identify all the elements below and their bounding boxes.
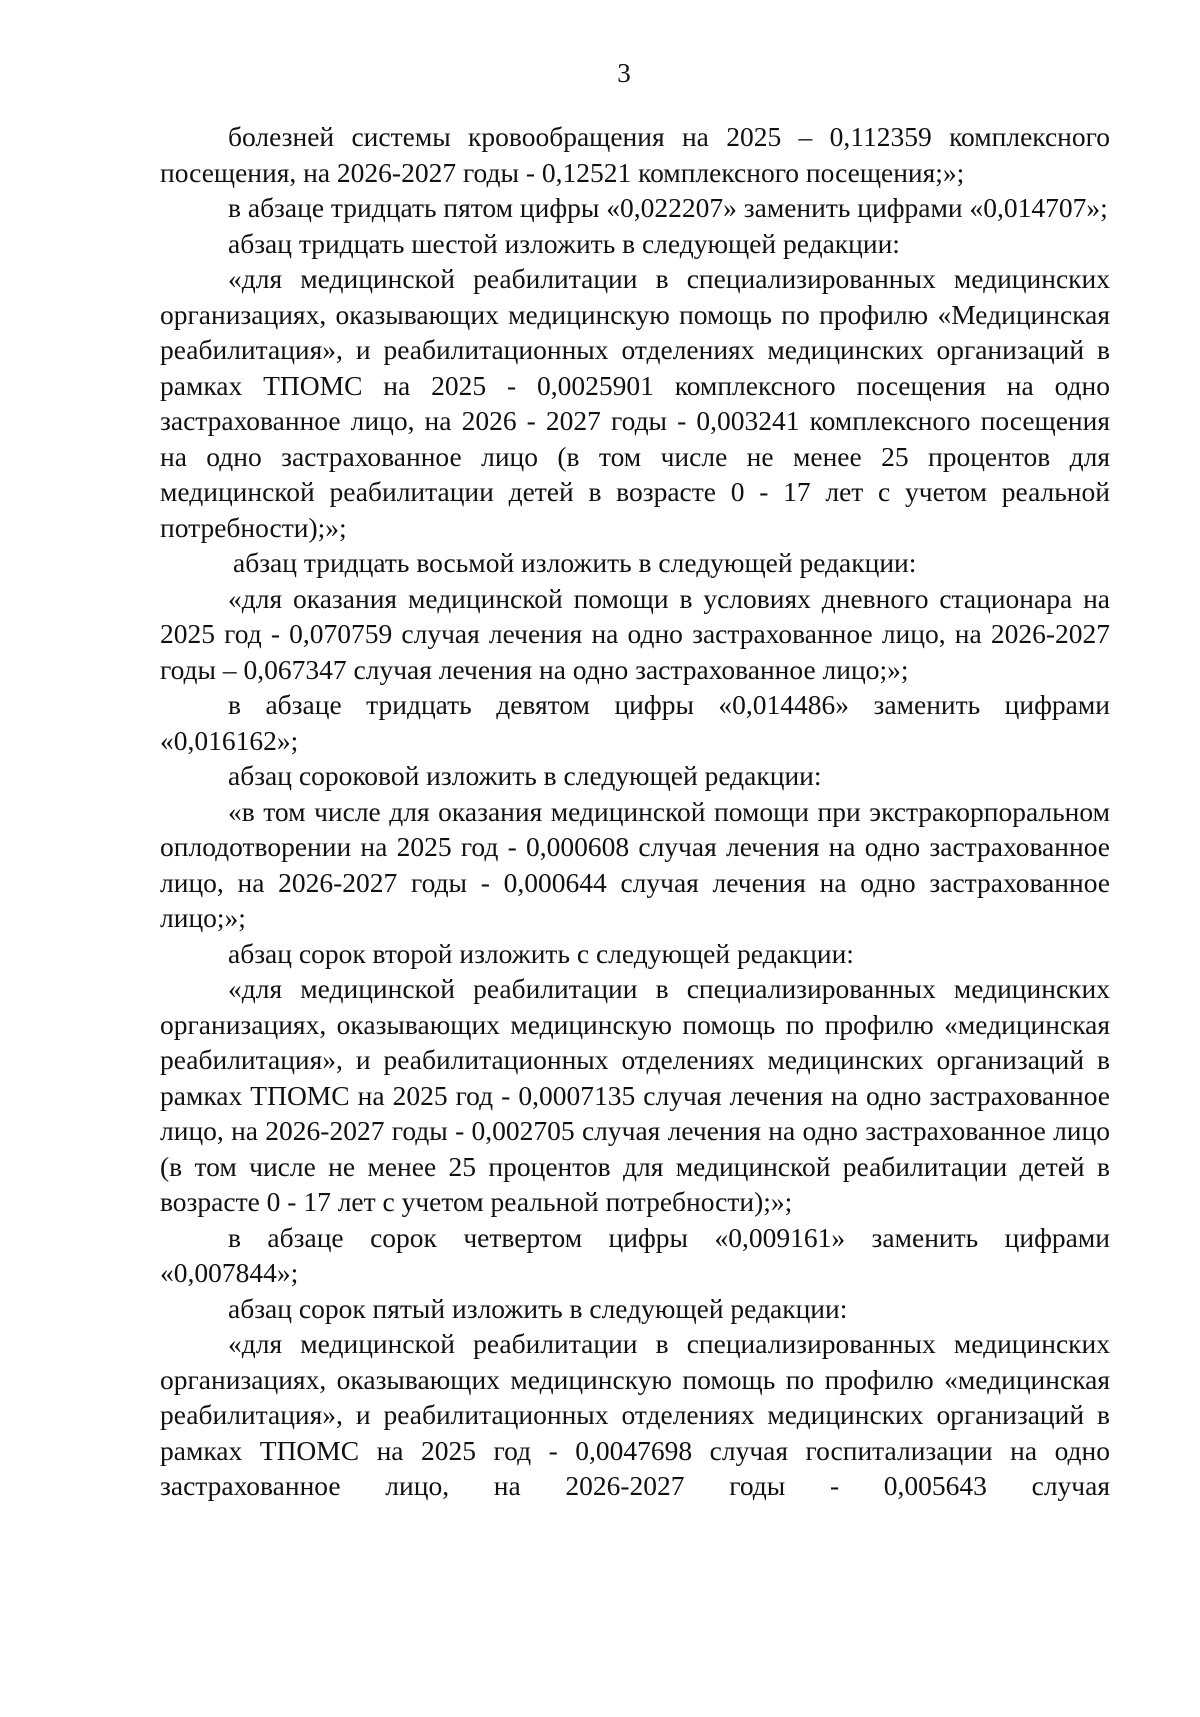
paragraph-1: болезней системы кровообращения на 2025 – 0,112359 комплексного посещения, на 2026-2027 годы - 0,12521 комплексного посещения;»; bbox=[160, 121, 1110, 188]
paragraph-10: абзац сорок второй изложить с следующей редакции: bbox=[228, 937, 854, 969]
paragraph-2: в абзаце тридцать пятом цифры «0,022207» заменить цифрами «0,014707»; bbox=[228, 192, 1108, 223]
paragraph-7: в абзаце тридцать девятом цифры «0,014486» заменить цифрами «0,016162»; bbox=[160, 689, 1110, 756]
paragraph-11: «для медицинской реабилитации в специализированных медицинских организациях, оказывающих медицинскую помощь по профилю «медицинская реабилитация», и реабилитационных отделениях медицинских организаций в рамках ТПОМС на 2025 год - 0,0007135 случая лечения на одно застрахованное лицо, на 2026-2027 годы - 0,002705 случая лечения на одно застрахованное лицо (в том числе не менее 25 процентов для медицинской реабилитации детей в возрасте 0 - 17 лет с учетом реальной потребности);»; bbox=[160, 973, 1110, 1217]
paragraph-9: «в том числе для оказания медицинской помощи при экстракорпоральном оплодотворении на 2025 год - 0,000608 случая лечения на одно застрахованное лицо, на 2026-2027 годы - 0,000644 случая лечения на одно застрахованное лицо;»; bbox=[160, 795, 1110, 933]
paragraph-13: абзац сорок пятый изложить в следующей редакции: bbox=[228, 1292, 848, 1324]
paragraph-12: в абзаце сорок четвертом цифры «0,009161» заменить цифрами «0,007844»; bbox=[160, 1221, 1110, 1288]
paragraph-6: «для оказания медицинской помощи в условиях дневного стационара на 2025 год - 0,070759 случая лечения на одно застрахованное лицо, на 2026-2027 годы – 0,067347 случая лечения на одно застрахованное лицо;»; bbox=[160, 582, 1110, 685]
paragraph-4: «для медицинской реабилитации в специализированных медицинских организациях, оказывающих медицинскую помощь по профилю «Медицинская реабилитация», и реабилитационных отделениях медицинских организаций в рамках ТПОМС на 2025 - 0,0025901 комплексного посещения на одно застрахованное лицо, на 2026 - 2027 годы - 0,003241 комплексного посещения на одно застрахованное лицо (в том числе не менее 25 процентов для медицинской реабилитации детей в возрасте 0 - 17 лет с учетом реальной потребности);»; bbox=[160, 263, 1110, 543]
page-number: 3 bbox=[617, 58, 631, 88]
paragraph-5: абзац тридцать восьмой изложить в следующей редакции: bbox=[233, 547, 917, 578]
paragraph-3: абзац тридцать шестой изложить в следующей редакции: bbox=[228, 227, 900, 259]
document-body bbox=[160, 119, 1110, 1504]
paragraph-14: «для медицинской реабилитации в специализированных медицинских организациях, оказывающих медицинскую помощь по профилю «медицинская реабилитация», и реабилитационных отделениях медицинских организаций в рамках ТПОМС на 2025 год - 0,0047698 случая госпитализации на одно застрахованное лицо, на 2026-2027 годы - 0,005643 случая bbox=[160, 1328, 1110, 1501]
paragraph-8: абзац сороковой изложить в следующей редакции: bbox=[228, 760, 822, 791]
